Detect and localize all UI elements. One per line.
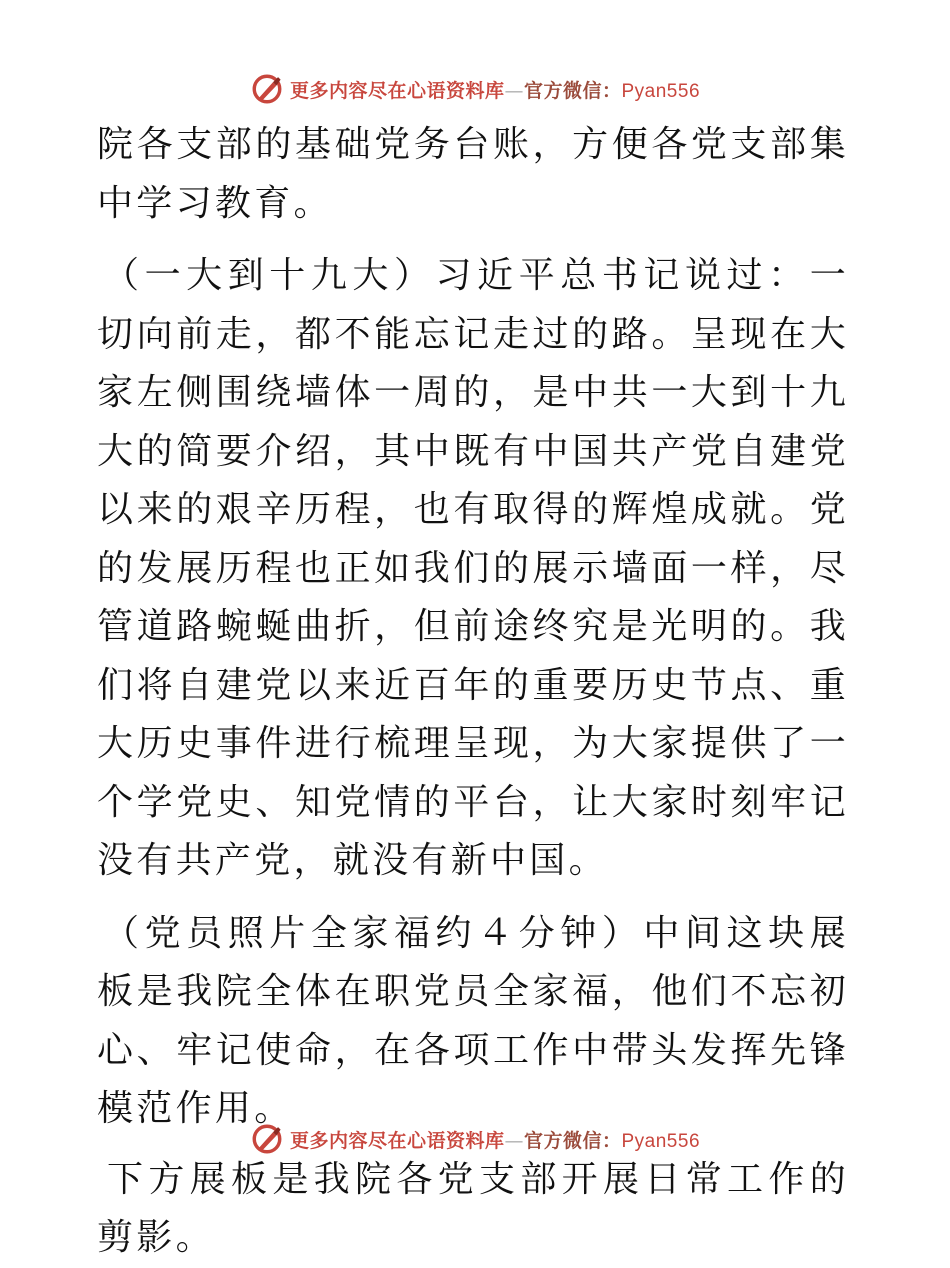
watermark-dash: — <box>504 1129 524 1152</box>
watermark-dash: — <box>504 79 524 102</box>
watermark-text <box>290 1126 700 1153</box>
pen-logo-icon <box>250 72 284 106</box>
watermark-label: 官方微信： <box>523 1129 622 1152</box>
footer-watermark <box>0 1122 950 1156</box>
watermark-label: 官方微信： <box>523 79 622 102</box>
watermark-main: 更多内容尽在心语资料库 <box>289 1129 505 1152</box>
watermark-main: 更多内容尽在心语资料库 <box>289 79 505 102</box>
watermark-id: Pyan556 <box>621 80 701 102</box>
paragraph-2: （一大到十九大）习近平总书记说过：一切向前走，都不能忘记走过的路。呈现在大家左侧围绕墙体一周的，是中共一大到十九大的简要介绍，其中既有中国共产党自建党以来的艰辛历程，也有取得的辉煌成就。党的发展历程也正如我们的展示墙面一样，尽管道路蜿蜒曲折，但前途终究是光明的。我们将自建党以来近百年的重要历史节点、重大历史事件进行梳理呈现，为大家提供了一个学党史、知党情的平台，让大家时刻牢记没有共产党，就没有新中国。 <box>97 255 849 881</box>
pen-logo-icon <box>250 1122 284 1156</box>
watermark-text <box>290 76 700 103</box>
document-body <box>97 116 849 1268</box>
paragraph-4: 下方展板是我院各党支部开展日常工作的剪影。 <box>97 1158 849 1258</box>
watermark-id: Pyan556 <box>621 1130 701 1152</box>
header-watermark <box>0 72 950 106</box>
paragraph-1: 院各支部的基础党务台账，方便各党支部集中学习教育。 <box>97 124 849 224</box>
paragraph-3: （党员照片全家福约４分钟）中间这块展板是我院全体在职党员全家福，他们不忘初心、牢记使命，在各项工作中带头发挥先锋模范作用。 <box>97 912 849 1129</box>
